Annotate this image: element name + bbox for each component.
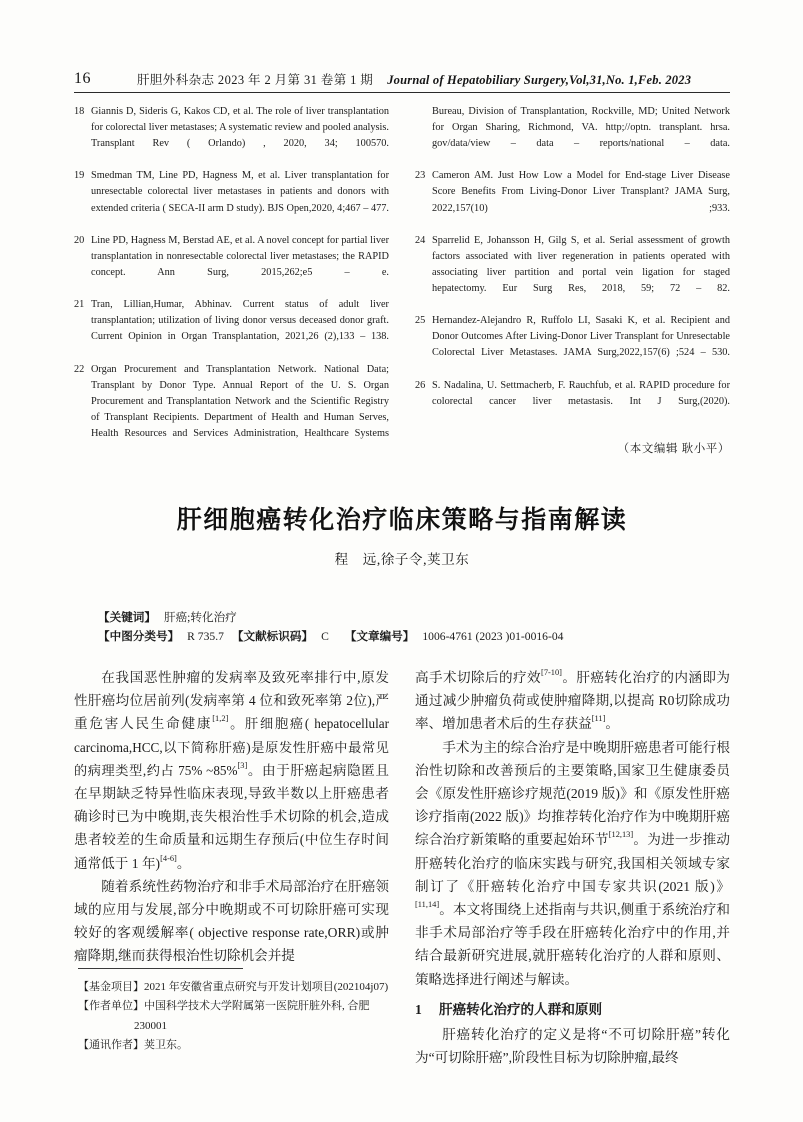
article-authors: 程 远,徐子令,荚卫东 xyxy=(334,552,470,567)
reference-text: Tran, Lillian,Humar, Abhinav. Current status of adult liver transplantation; utilization of living donor versus deceased donor graft. Current Opinion in Organ Transplantation, 2021,26 (2),133 – 138. xyxy=(91,299,389,343)
reference-column-right xyxy=(415,104,730,458)
keywords-line xyxy=(98,608,718,627)
reference-item xyxy=(415,378,730,426)
classification-line xyxy=(98,627,718,646)
keywords-label: 【关键词】 xyxy=(98,611,156,624)
reference-number: 18 xyxy=(74,106,85,117)
journal-title-cn: 肝胆外科杂志 2023 年 2 月第 31 卷第 1 期 xyxy=(137,73,374,87)
page-number: 16 xyxy=(74,70,91,87)
paragraph-part: 。由于肝癌起病隐匿且在早期缺乏特异性临床表现,导致半数以上肝癌患者确诊时已为中晚期,丧失根治性手术切除的机会,造成患者较差的生命质量和远期生存预后(中位生存时间通常低于 1 年) xyxy=(74,762,390,871)
section-heading xyxy=(415,991,730,1023)
paragraph-part: 。 xyxy=(176,855,191,871)
footnote-affiliation xyxy=(78,997,398,1016)
article-metadata xyxy=(98,608,718,646)
reference-item xyxy=(74,233,389,297)
reference-number: 22 xyxy=(74,363,85,375)
reference-number: 24 xyxy=(415,234,426,246)
body-paragraph: 肝癌转化治疗的定义是将“不可切除肝癌”转化为“可切除肝癌”,阶段性目标为切除肿瘤,最终 xyxy=(415,1027,730,1066)
document-code-value: C xyxy=(321,630,329,643)
affiliation-label: 【作者单位】 xyxy=(78,1000,144,1013)
reference-column-left xyxy=(74,104,389,458)
reference-text: Giannis D, Sideris G, Kakos CD, et al. The role of liver transplantation for colorectal liver metastases; A systematic review and pooled analysis. Transplant Rev ( Orlando) , 2020, 34; 100570. xyxy=(91,106,389,150)
reference-item xyxy=(415,168,730,232)
clc-label: 【中图分类号】 xyxy=(98,630,180,643)
citation-ref: [7-10] xyxy=(541,668,562,677)
reference-text: Smedman TM, Line PD, Hagness M, et al. Liver transplantation for unresectable colorectal liver metastases in patients and donors with extended criteria ( SECA-II arm D study). BJS Open,2020, 4;467 – 477. xyxy=(91,170,389,214)
body-paragraph xyxy=(415,736,730,991)
article-id-label: 【文章编号】 xyxy=(344,630,415,643)
reference-item xyxy=(74,297,389,361)
reference-number: 19 xyxy=(74,170,85,182)
document-code-label: 【文献标识码】 xyxy=(231,630,314,643)
running-head xyxy=(74,62,730,88)
reference-number: 20 xyxy=(74,234,85,246)
reference-continuation: Bureau, Division of Transplantation, Rockville, MD; United Network for Organ Sharing, Richmond, VA. http;//optn. transplant. hrsa. gov/data/view – data – reports/national – data. xyxy=(432,106,730,150)
reference-list xyxy=(74,104,730,458)
header-rule xyxy=(74,92,730,93)
citation-ref: [4-6] xyxy=(160,853,177,863)
body-paragraph xyxy=(415,666,730,736)
footnote-fund xyxy=(78,978,398,997)
keywords-value: 肝癌;转化治疗 xyxy=(163,611,237,624)
reference-item xyxy=(415,233,730,313)
section-number: 1 xyxy=(415,1001,422,1017)
fund-value: 2021 年安徽省重点研究与开发计划项目(202104j07) xyxy=(144,981,389,993)
reference-item xyxy=(74,168,389,232)
affiliation-value: 中国科学技术大学附属第一医院肝脏外科, 合肥 xyxy=(144,1000,370,1013)
citation-ref: [1,2] xyxy=(212,714,229,724)
footnote-postcode: 230001 xyxy=(134,1019,167,1032)
reference-text: S. Nadalina, U. Settmacherb, F. Rauchfub, et al. RAPID procedure for colorectal cancer liver metastasis. Int J Surg,(2020). xyxy=(432,379,730,407)
paragraph-part: 高手术切除后的疗效 xyxy=(415,670,542,685)
reference-number: 23 xyxy=(415,170,426,182)
article-title: 肝细胞癌转化治疗临床策略与指南解读 xyxy=(176,505,628,534)
reference-text: Hernandez-Alejandro R, Ruffolo LI, Sasaki K, et al. Recipient and Donor Outcomes After Living-Donor Liver Transplant for Unresectable Colorectal Liver Metastases. JAMA Surg,2022,157(6) ;524 – 530. xyxy=(432,315,730,359)
paragraph-part: 。为进一步推动肝癌转化治疗的临床实践与研究,我国相关领域专家制订了《肝癌转化治疗中国专家共识(2021 版)》 xyxy=(415,832,730,894)
paragraph-part: 。 xyxy=(605,716,619,732)
paragraph-part: 。本文将围绕上述指南与共识,侧重于系统治疗和非手术局部治疗等手段在肝癌转化治疗中的作用,并结合最新研究进展,就肝癌转化治疗的人群和原则、策略选择进行阐述与解读。 xyxy=(415,902,730,987)
footnote-block xyxy=(78,978,398,1056)
paragraph-part: 手术为主的综合治疗是中晚期肝癌患者可能行根治性切除和改善预后的主要策略,国家卫生健康委员会《原发性肝癌诊疗规范(2019 版)》和《原发性肝癌诊疗指南(2022 版)》均推荐转化治疗作为中晚期肝癌综合治疗新策略的重要起始环节 xyxy=(415,739,730,848)
reference-text: Sparrelid E, Johansson H, Gilg S, et al. Serial assessment of growth factors associated with liver regeneration in patients operated with associating liver partition and portal vein ligation for staged hepatectomy. Eur Surg Res, 2018, 59; 72 – 82. xyxy=(432,234,730,295)
citation-ref: [12,13] xyxy=(608,830,634,840)
reference-number: 21 xyxy=(74,299,85,311)
reference-item xyxy=(415,313,730,377)
reference-text: Cameron AM. Just How Low a Model for End-stage Liver Disease Score Benefits From Living-Donor Liver Transplant? JAMA Surg, 2022,157(10) ;933. xyxy=(432,170,730,214)
reference-text: Line PD, Hagness M, Berstad AE, et al. A novel concept for partial liver transplantation in nonresectable colorectal liver metastases; the RAPID concept. Ann Surg, 2015,262;e5 – e. xyxy=(91,234,389,278)
corresponding-label: 【通讯作者】 xyxy=(78,1039,144,1052)
paragraph-part: 。肝细胞癌( hepatocellular carcinoma,HCC,以下简称肝癌)是原发性肝癌中最常见的病理类型,约占 75% ~85% xyxy=(74,716,389,778)
body-paragraph: 随着系统性药物治疗和非手术局部治疗在肝癌领域的应用与发展,部分中晚期或不可切除肝癌可实现较好的客观缓解率( objective response rate,ORR)或肿瘤降期,继而获得根治性切除机会并提 xyxy=(74,878,389,964)
article-id-value: 1006-4761 (2023 )01-0016-04 xyxy=(422,630,564,643)
citation-ref: [3] xyxy=(237,760,248,770)
footnote-rule xyxy=(78,968,243,969)
citation-ref: [11,14] xyxy=(415,900,440,910)
journal-title-en: Journal of Hepatobiliary Surgery,Vol,31,No. 1,Feb. 2023 xyxy=(387,73,692,87)
reference-text: Organ Procurement and Transplantation Network. National Data; Transplant by Donor Type. Annual Report of the U. S. Organ Procurement and Transplantation Network and the Scientific Registry of Transplant Recipients. Department of Health and Human Serves, Health Resources and Services Administration, Healthcare Systems xyxy=(91,363,389,439)
citation-ref: [11] xyxy=(591,714,606,724)
reference-item xyxy=(74,362,389,459)
paragraph-part: 在我国恶性肿瘤的发病率及致死率排行中,原发性肝癌均位居前列(发病率第 4 位和致死率第 2位),严重危害人民生命健康 xyxy=(74,670,389,732)
fund-label: 【基金项目】 xyxy=(78,981,144,993)
section-title: 肝癌转化治疗的人群和原则 xyxy=(439,1001,603,1017)
reference-item xyxy=(74,104,389,168)
reference-number: 25 xyxy=(415,315,426,327)
body-column-right xyxy=(415,666,730,1069)
reference-number: 26 xyxy=(415,379,426,391)
paragraph-part: 。肝癌转化治疗的内涵即为通过减少肿瘤负荷或使肿瘤降期,以提高 R0切除成功率、增加患者术后的生存获益 xyxy=(415,670,731,732)
body-paragraph xyxy=(74,666,389,875)
corresponding-value: 荚卫东。 xyxy=(144,1039,188,1052)
clc-value: R 735.7 xyxy=(187,630,224,643)
editor-note: （本文编辑 耿小平） xyxy=(617,442,730,455)
footnote-corresponding xyxy=(78,1036,398,1055)
